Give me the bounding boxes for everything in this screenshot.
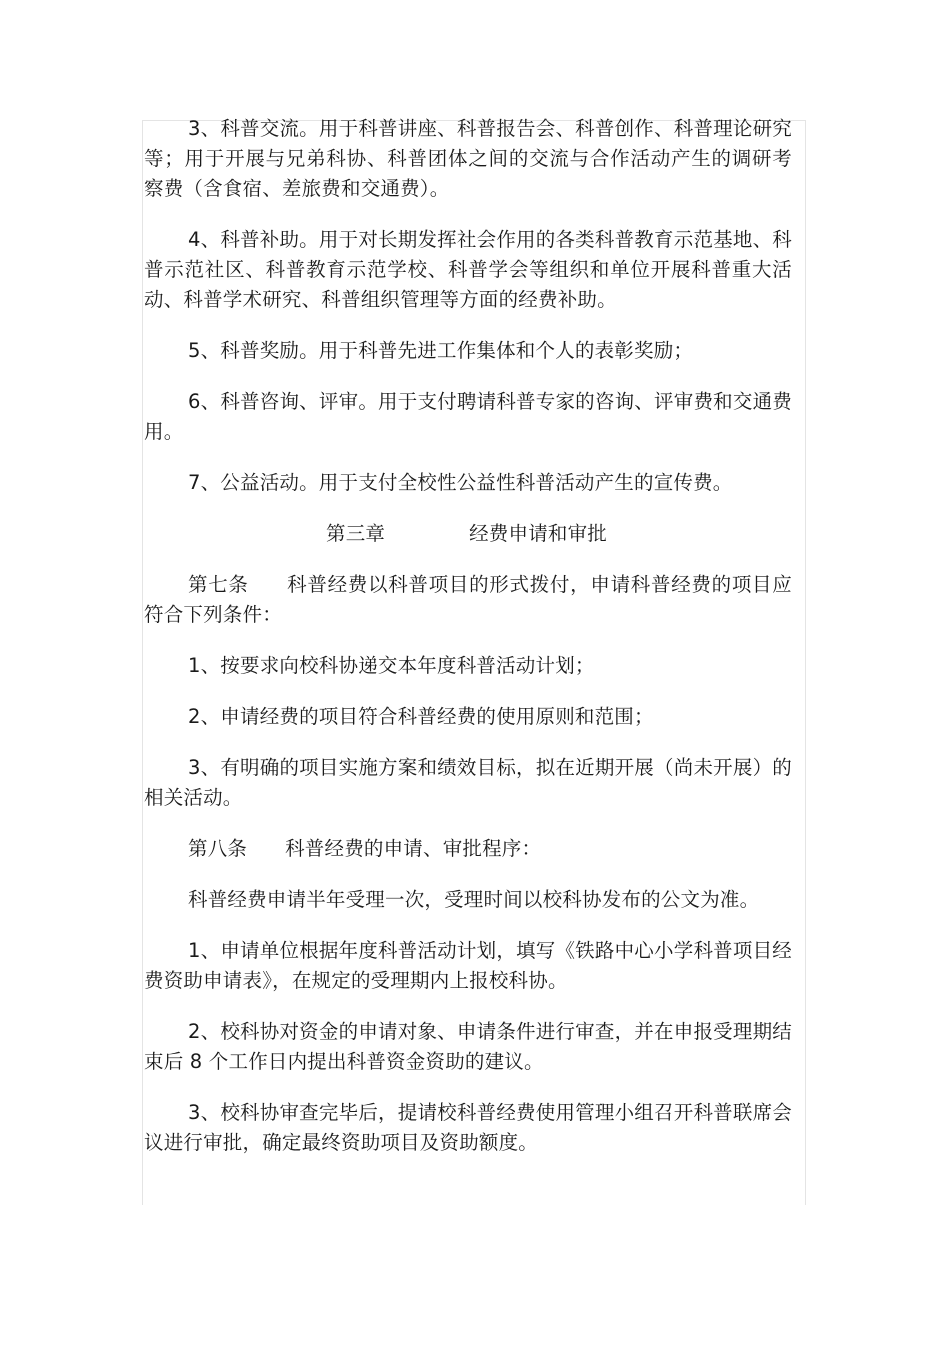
article-eight-text: 科普经费的申请、审批程序： <box>285 837 542 860</box>
article-seven-item-1: 1、按要求向校科协递交本年度科普活动计划； <box>188 654 595 677</box>
paragraph-science-award: 5、科普奖励。用于科普先进工作集体和个人的表彰奖励； <box>188 339 694 362</box>
article-seven-label: 第七条 <box>188 573 249 596</box>
paragraph-science-exchange: 3、科普交流。用于科普讲座、科普报告会、科普创作、科普理论研究等；用于开展与兄弟科协、科普团体之间的交流与合作活动产生的调研考察费（含食宿、差旅费和交通费）。 <box>144 117 792 200</box>
article-seven-item-2: 2、申请经费的项目符合科普经费的使用原则和范围； <box>188 705 654 728</box>
article-eight-label: 第八条 <box>188 837 248 860</box>
chapter-heading <box>144 519 792 549</box>
article-eight-intro: 科普经费申请半年受理一次，受理时间以校科协发布的公文为准。 <box>188 888 760 911</box>
article-eight-item-1: 1、申请单位根据年度科普活动计划，填写《铁路中心小学科普项目经费资助申请表》，在规定的受理期内上报校科协。 <box>144 939 792 992</box>
paragraph-science-subsidy: 4、科普补助。用于对长期发挥社会作用的各类科普教育示范基地、科普示范社区、科普教育示范学校、科普学会等组织和单位开展科普重大活动、科普学术研究、科普组织管理等方面的经费补助。 <box>144 228 792 311</box>
paragraph-science-consulting: 6、科普咨询、评审。用于支付聘请科普专家的咨询、评审费和交通费用。 <box>144 390 792 443</box>
article-seven-item-3: 3、有明确的项目实施方案和绩效目标，拟在近期开展（尚未开展）的相关活动。 <box>144 756 792 809</box>
article-seven <box>144 570 792 630</box>
article-seven-text: 科普经费以科普项目的形式拨付，申请科普经费的项目应符合下列条件： <box>144 573 792 626</box>
document-body <box>144 114 792 1179</box>
paragraph-public-activity: 7、公益活动。用于支付全校性公益性科普活动产生的宣传费。 <box>188 471 733 494</box>
article-eight-item-2: 2、校科协对资金的申请对象、申请条件进行审查，并在申报受理期结束后 8 个工作日内提出科普资金资助的建议。 <box>144 1020 792 1073</box>
article-eight <box>144 834 792 864</box>
chapter-number: 第三章 <box>326 522 386 545</box>
chapter-title: 经费申请和审批 <box>469 522 608 545</box>
article-eight-item-3: 3、校科协审查完毕后，提请校科普经费使用管理小组召开科普联席会议进行审批，确定最终资助项目及资助额度。 <box>144 1101 792 1154</box>
